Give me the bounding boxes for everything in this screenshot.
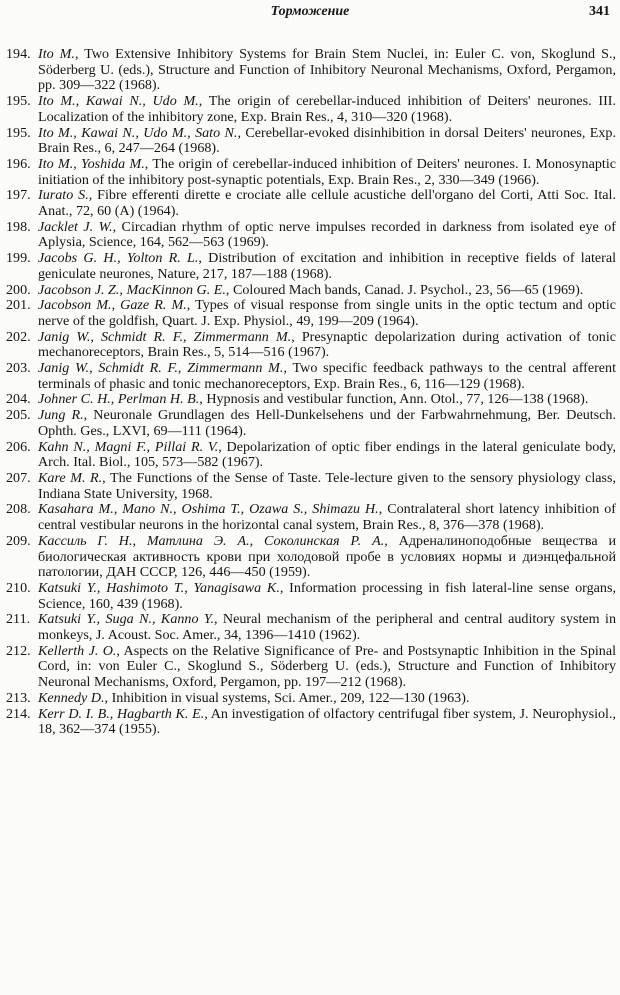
reference-number: 195. [6,124,31,141]
reference-text: , Inhibition in visual systems, Sci. Amer., 209, 122—130 (1963). [104,689,470,706]
reference-authors: Kellerth J. O. [38,642,117,659]
reference-entry [6,188,616,219]
reference-authors: Jacklet J. W. [38,218,113,235]
reference-authors: Katsuki Y., Suga N., Kanno Y. [38,611,214,628]
reference-text: , Presynaptic depolarization during activation of tonic mechanoreceptors, Brain Res., 5, 514—516 (1967). [38,328,616,361]
reference-authors: Кассиль Г. Н., Матлина Э. А., Соколинская Р. А. [38,532,385,549]
reference-text: , The Functions of the Sense of Taste. Tele-lecture given to the sensory physiology class, Indiana State University, 1968. [38,469,617,502]
reference-entry [6,392,616,408]
reference-text: , Two Extensive Inhibitory Systems for Brain Stem Nuclei, in: Euler C. von, Skoglund S., Söderberg U. (eds.), Structure and Function of Inhibitory Neuronal Mechanisms, Oxford, Pergamon, pp. 309—322 (1968). [38,46,616,94]
reference-authors: Kasahara M., Mano N., Oshima T., Ozawa S., Shimazu H. [38,501,379,518]
reference-text: , Information processing in fish lateral-line sense organs, Science, 160, 439 (1968). [38,579,616,612]
reference-text: , Coloured Mach bands, Canad. J. Psychol., 23, 56—65 (1969). [225,281,584,298]
reference-number: 198. [6,218,31,235]
reference-entry [6,644,616,691]
reference-text: , The origin of cerebellar-induced inhibition of Deiters' neurones. I. Monosynaptic initiation of the inhibitory post-synaptic potentials, Exp. Brain Res., 2, 330—349 (1966). [38,155,616,188]
reference-text: , Two specific feedback pathways to the central afferent terminals of phasic and tonic mechanoreceptors, Exp. Brain Res., 6, 116—129 (1968). [38,360,616,392]
reference-entry [6,157,616,188]
reference-text: , Depolarization of optic fiber endings in the lateral geniculate body, Arch. Ital. Biol., 105, 573—582 (1967). [38,438,616,471]
reference-entry [6,47,616,94]
reference-authors: Ito M., Kawai N., Udo M., Sato N. [38,124,238,141]
reference-text: , Types of visual response from single units in the optic tectum and optic nerve of the goldfish, Quart. J. Exp. Physiol., 49, 199—209 (1964). [38,297,616,329]
reference-number: 203. [6,360,31,377]
reference-text: , Aspects on the Relative Significance of Pre- and Postsynaptic Inhibition in the Spinal Cord, in: von Euler C., Skoglund S., Söderberg U. (eds.), Structure and Function of Inhibitory Neuronal Mechanisms, Oxford, Pergamon, pp. 197—212 (1968). [38,642,616,691]
reference-number: 211. [6,611,31,628]
reference-list [6,47,616,738]
reference-number: 213. [6,689,31,706]
reference-text: , Neural mechanism of the peripheral and central auditory system in monkeys, J. Acoust. Soc. Amer., 34, 1396—1410 (1962). [38,611,616,644]
reference-entry [6,220,616,251]
reference-authors: Jacobs G. H., Yolton R. L. [38,250,199,267]
reference-entry [6,361,616,392]
reference-entry [6,440,616,471]
reference-entry [6,612,616,643]
reference-number: 200. [6,281,31,298]
reference-text: , Адреналиноподобные вещества и биологическая активность крови при холодовой пробе в условиях нормы и диэнцефальной патологии, ДАН СССР, 126, 446—450 (1959). [38,532,617,581]
reference-entry [6,298,616,329]
reference-authors: Janig W., Schmidt R. F., Zimmermann M. [38,328,292,345]
reference-text: , Neuronale Grundlagen des Hell-Dunkelsehens und der Farbwahrnehmung, Ber. Deutsch. Ophth. Ges., LXVI, 69—111 (1964). [38,407,616,439]
reference-number: 199. [6,250,31,267]
reference-authors: Janig W., Schmidt R. F., Zimmermann M. [38,360,284,377]
reference-number: 196. [6,155,31,172]
reference-entry [6,126,616,157]
reference-text: , Fibre efferenti dirette e crociate alle cellule acustiche dell'organo del Corti, Atti Soc. Ital. Anat., 72, 60 (A) (1964). [38,187,616,220]
reference-authors: Ito M. [38,46,75,62]
reference-number: 202. [6,328,31,345]
reference-text: , Distribution of excitation and inhibition in receptive fields of lateral geniculate neurones, Nature, 217, 187—188 (1968). [38,250,616,282]
reference-entry [6,471,616,502]
running-title: Торможение [270,4,350,19]
reference-number: 207. [6,469,31,486]
reference-authors: Jacobson J. Z., MacKinnon G. E. [38,281,226,298]
reference-number: 197. [6,187,31,204]
reference-authors: Iurato S. [38,187,89,204]
reference-authors: Kare M. R. [38,469,103,486]
reference-number: 204. [6,391,31,408]
reference-entry [6,534,616,581]
reference-authors: Katsuki Y., Hashimoto T., Yanagisawa K. [38,579,280,596]
reference-number: 214. [6,705,31,722]
reference-text: , Hypnosis and vestibular function, Ann. Otol., 77, 126—138 (1968). [199,391,589,408]
reference-authors: Kahn N., Magni F., Pillai R. V. [38,438,219,455]
reference-entry [6,330,616,361]
reference-number: 208. [6,501,31,518]
reference-entry [6,408,616,439]
reference-authors: Kennedy D. [38,689,105,706]
reference-authors: Ito M., Kawai N., Udo M. [38,93,199,110]
reference-number: 201. [6,297,31,314]
reference-number: 194. [6,46,31,62]
reference-text: , Circadian rhythm of optic nerve impulses recorded in darkness from isolated eye of Aplysia, Science, 164, 562—563 (1969). [38,218,616,251]
reference-authors: Kerr D. I. B., Hagbarth K. E. [38,705,205,722]
reference-number: 209. [6,532,31,549]
reference-number: 195. [6,93,31,110]
reference-number: 205. [6,407,31,424]
reference-entry [6,283,616,299]
reference-number: 210. [6,579,31,596]
reference-text: , Contralateral short latency inhibition of central vestibular neurons in the horizontal canal system, Brain Res., 8, 376—378 (1968). [38,501,617,534]
reference-number: 206. [6,438,31,455]
reference-entry [6,581,616,612]
reference-authors: Ito M., Yoshida M. [38,155,145,172]
reference-text: , Cerebellar-evoked disinhibition in dorsal Deiters' neurones, Exp. Brain Res., 6, 247—264 (1968). [38,124,617,157]
reference-authors: Jacobson M., Gaze R. M. [38,297,187,314]
reference-entry [6,502,616,533]
reference-number: 212. [6,642,31,659]
reference-entry [6,94,616,125]
reference-authors: Jung R. [38,407,84,424]
page-number: 341 [589,4,610,19]
reference-text: , The origin of cerebellar-induced inhibition of Deiters' neurones. III. Localization of the inhibitory zone, Exp. Brain Res., 4, 310—320 (1968). [38,93,616,125]
reference-text: , An investigation of olfactory centrifugal fiber system, J. Neurophysiol., 18, 362—374 (1955). [38,705,616,738]
reference-entry [6,691,616,707]
reference-authors: Johner C. H., Perlman H. B. [38,391,200,408]
reference-entry [6,251,616,282]
reference-entry [6,707,616,738]
